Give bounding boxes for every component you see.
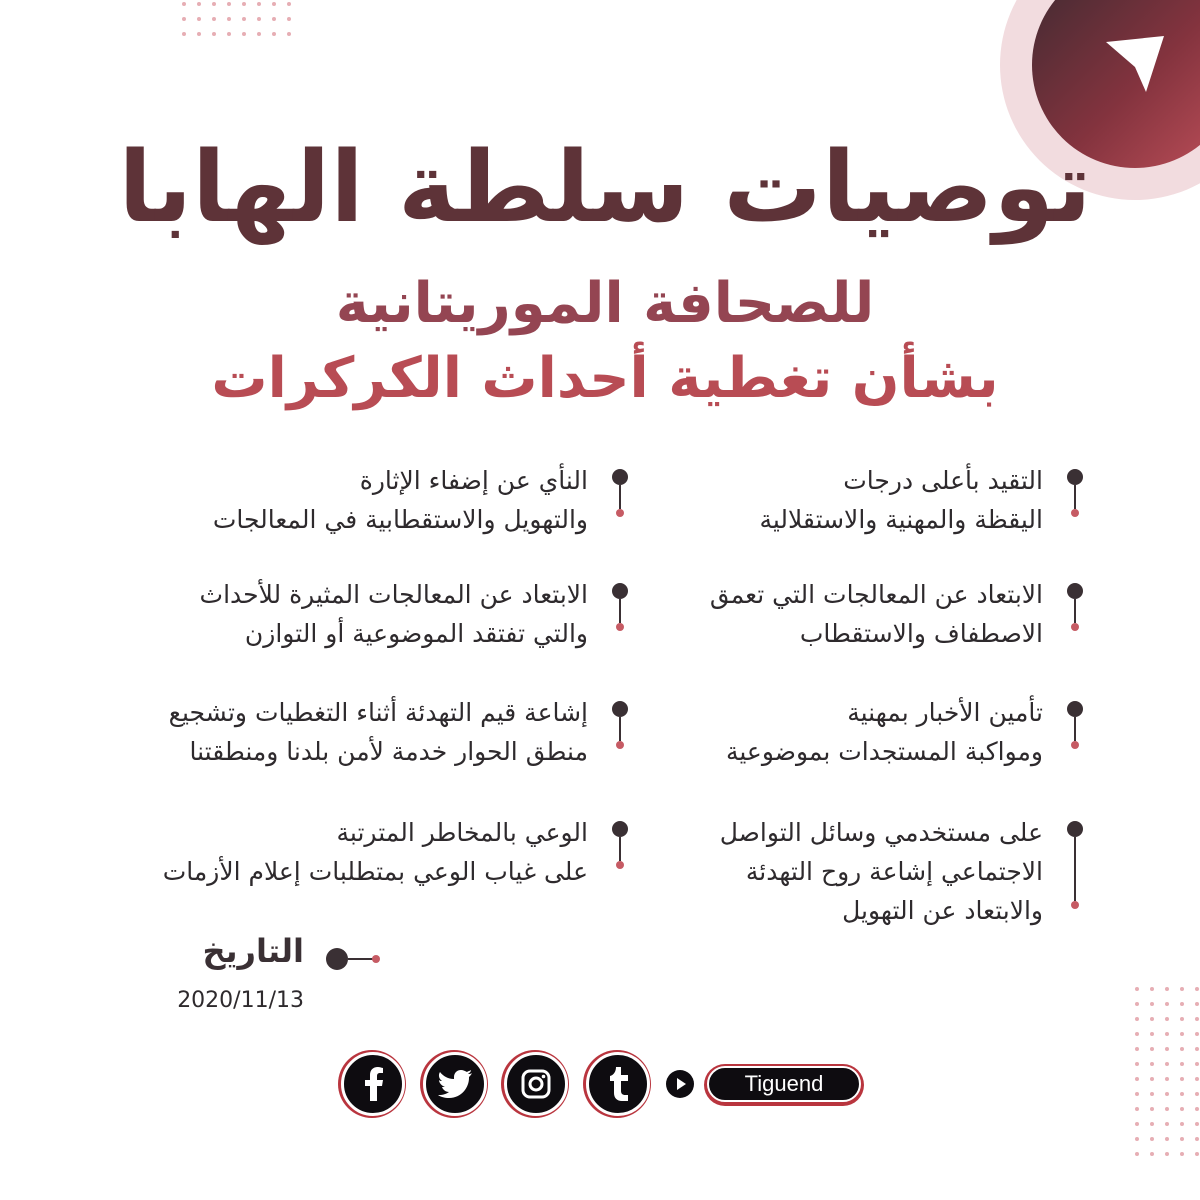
brand-handle: Tiguend — [707, 1066, 861, 1102]
page-title: توصيات سلطة الهابا — [118, 131, 1092, 245]
recommendation-item — [169, 693, 588, 771]
instagram-icon — [504, 1052, 568, 1116]
recommendation-line: الابتعاد عن المعالجات التي تعمق — [709, 580, 1043, 609]
recommendation-line: الاصطفاف والاستقطاب — [799, 619, 1043, 648]
page-subtitle-line-2: بشأن تغطية أحداث الكركرات — [211, 346, 999, 411]
decorative-dot-grid-top — [182, 2, 291, 36]
timeline-bullet — [1067, 583, 1083, 631]
recommendation-line: والتهويل والاستقطابية في المعالجات — [212, 505, 588, 534]
recommendation-line: الابتعاد عن المعالجات المثيرة للأحداث — [199, 580, 588, 609]
recommendation-line: تأمين الأخبار بمهنية — [847, 698, 1043, 727]
recommendation-line: اليقظة والمهنية والاستقلالية — [759, 505, 1043, 534]
brand-handle-badge[interactable] — [704, 1064, 864, 1106]
recommendation-line: ومواكبة المستجدات بموضوعية — [725, 737, 1043, 766]
play-arrow-icon — [666, 1070, 694, 1098]
recommendation-line: التقيد بأعلى درجات — [843, 466, 1043, 495]
instagram-link[interactable] — [501, 1050, 569, 1118]
timeline-bullet — [1067, 469, 1083, 517]
recommendation-line: الوعي بالمخاطر المترتبة — [336, 818, 588, 847]
tumblr-icon — [586, 1052, 650, 1116]
recommendation-line: على غياب الوعي بمتطلبات إعلام الأزمات — [162, 857, 588, 886]
timeline-bullet — [1067, 701, 1083, 749]
recommendation-line: والتي تفتقد الموضوعية أو التوازن — [244, 619, 588, 648]
recommendation-item — [759, 461, 1043, 539]
twitter-icon — [423, 1052, 487, 1116]
timeline-bullet — [1067, 821, 1083, 909]
date-label: التاريخ — [202, 932, 304, 970]
recommendation-line: إشاعة قيم التهدئة أثناء التغطيات وتشجيع — [168, 698, 588, 727]
recommendation-item — [163, 813, 588, 891]
paper-plane-icon — [1102, 32, 1168, 98]
recommendation-item — [213, 461, 588, 539]
page-subtitle-line-1: للصحافة الموريتانية — [335, 271, 875, 336]
timeline-bullet — [612, 821, 628, 869]
timeline-bullet — [612, 701, 628, 749]
timeline-bullet — [612, 469, 628, 517]
recommendation-line: النأي عن إضفاء الإثارة — [359, 466, 588, 495]
recommendation-line: منطق الحوار خدمة لأمن بلدنا ومنطقتنا — [189, 737, 588, 766]
facebook-link[interactable] — [338, 1050, 406, 1118]
recommendation-item — [726, 693, 1043, 771]
date-bullet — [326, 948, 382, 970]
recommendation-item — [710, 575, 1043, 653]
date-value: 2020/11/13 — [177, 988, 304, 1013]
decorative-dot-grid-bottom-right — [1135, 987, 1199, 1156]
recommendation-line: والابتعاد عن التهويل — [842, 896, 1043, 925]
tumblr-link[interactable] — [583, 1050, 651, 1118]
recommendation-item — [200, 575, 588, 653]
recommendation-item — [720, 813, 1043, 930]
recommendation-line: على مستخدمي وسائل التواصل — [719, 818, 1043, 847]
recommendation-line: الاجتماعي إشاعة روح التهدئة — [745, 857, 1043, 886]
timeline-bullet — [612, 583, 628, 631]
twitter-link[interactable] — [420, 1050, 488, 1118]
facebook-icon — [341, 1052, 405, 1116]
